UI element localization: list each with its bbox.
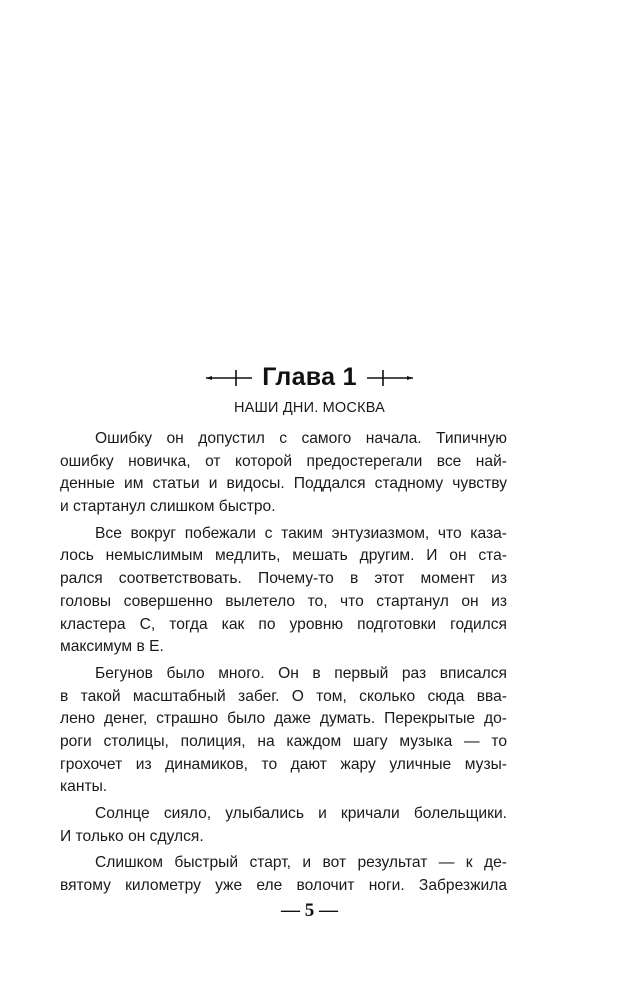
text-line: ошибку новичка, от которой предостерегали все най-: [60, 452, 507, 470]
text-line: вятому километру уже еле волочит ноги. Забрезжила: [60, 877, 507, 895]
text-line: роги столицы, полиция, на каждом шагу музыка — то: [60, 732, 507, 750]
paragraph: [60, 523, 507, 659]
text-line: рался соответствовать. Почему-то в этот момент из: [60, 570, 507, 588]
text-line: Ошибку он допустил с самого начала. Типичную: [95, 430, 507, 447]
paragraph: [60, 663, 507, 799]
text-line: Солнце сияло, улыбались и кричали болельщики.: [95, 805, 507, 822]
text-line: денные им статьи и видосы. Поддался стадному чувству: [60, 475, 507, 493]
text-line: максимум в Е.: [60, 638, 164, 656]
chapter-title: Глава 1: [262, 362, 357, 391]
text-line: кластера С, тогда как по уровню подготовки годился: [60, 615, 507, 633]
text-line: в такой масштабный забег. О том, сколько сюда вва-: [60, 687, 507, 705]
paragraph: [60, 803, 507, 848]
text-line: головы совершенно вылетело то, что стартанул он из: [60, 592, 507, 610]
text-line: и стартанул слишком быстро.: [60, 498, 276, 516]
text-line: грохочет из динамиков, то дают жару уличные музы-: [60, 755, 507, 773]
right-ornament-icon: [365, 367, 413, 387]
page-number: — 5 —: [281, 900, 338, 921]
paragraph: [60, 852, 507, 897]
text-line: Все вокруг побежали с таким энтузиазмом, что каза-: [95, 524, 507, 542]
text-line: лось немыслимым медлить, мешать другим. И он ста-: [60, 547, 507, 565]
text-line: Бегунов было много. Он в первый раз вписался: [95, 664, 507, 682]
body-text: [60, 428, 507, 902]
chapter-heading: [0, 357, 619, 397]
left-ornament-icon: [206, 367, 254, 387]
paragraph: [60, 428, 507, 519]
text-line: лено денег, страшно было даже думать. Перекрытые до-: [60, 710, 507, 728]
text-line: Слишком быстрый старт, и вот результат — к де-: [95, 854, 507, 872]
text-line: канты.: [60, 778, 108, 796]
chapter-subtitle: НАШИ ДНИ. МОСКВА: [234, 400, 385, 416]
text-line: И только он сдулся.: [60, 827, 204, 845]
